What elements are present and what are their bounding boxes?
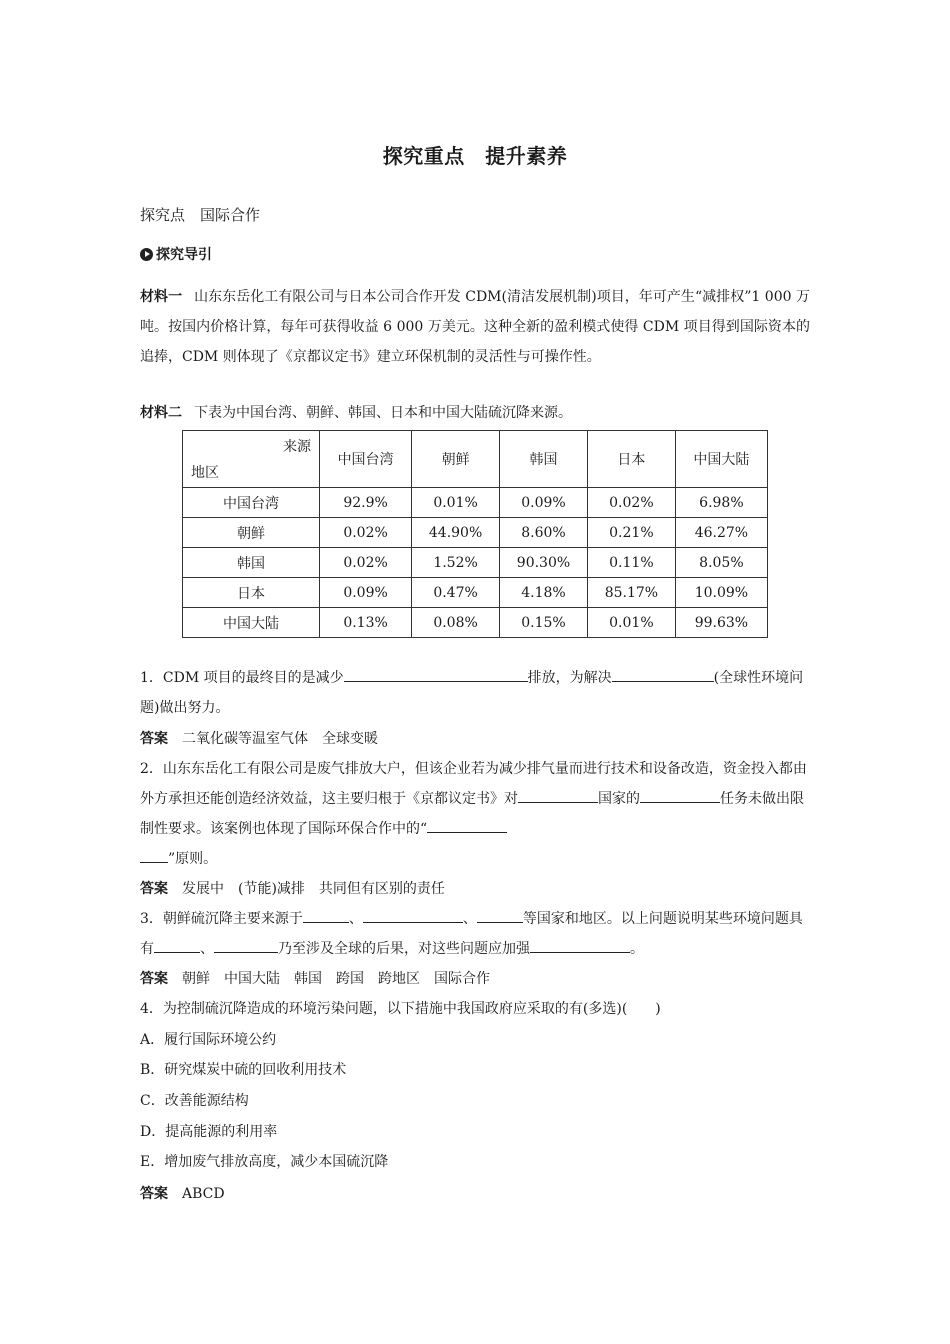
table-cell: 92.9%	[320, 488, 412, 518]
question-3	[140, 904, 812, 964]
answer-blank	[640, 786, 720, 803]
question-3-text-d: 。	[630, 941, 644, 957]
separator: 、	[200, 941, 214, 957]
answer-blank	[344, 665, 528, 682]
question-2	[140, 754, 812, 874]
option-e: E．增加废气排放高度，减少本国硫沉降	[140, 1154, 389, 1170]
table-row	[183, 578, 768, 608]
table-cell: 99.63%	[675, 608, 767, 638]
question-1-text-a: 1．CDM 项目的最终目的是减少	[140, 670, 344, 686]
table-cell: 0.15%	[500, 608, 588, 638]
answer-blank	[477, 906, 523, 923]
question-2-text-a: 2．山东东岳化工有限公司是废气排放大户，但该企业若为减少排气量而进行技术和设备改造，资金投入都由外方承担还能创造经济效益，这主要归根于《京都议定书》对	[140, 761, 807, 807]
question-4-stem: 4．为控制硫沉降造成的环境污染问题，以下措施中我国政府应采取的有(多选)( )	[140, 1001, 661, 1017]
table-row	[183, 548, 768, 578]
answer-label: 答案	[140, 971, 168, 987]
answer-label: 答案	[140, 1186, 168, 1202]
answer-blank	[214, 936, 278, 953]
answer-1	[140, 724, 812, 754]
table-cell: 0.02%	[587, 488, 675, 518]
table-row	[183, 518, 768, 548]
answer-blank	[530, 936, 630, 953]
table-cell: 0.01%	[412, 488, 500, 518]
row-header: 中国大陆	[183, 608, 320, 638]
question-2-text-d: ”原则。	[168, 851, 218, 867]
table-cell: 44.90%	[412, 518, 500, 548]
material-two	[140, 398, 810, 428]
row-header: 中国台湾	[183, 488, 320, 518]
column-header: 中国台湾	[320, 431, 412, 488]
answer-blank	[154, 936, 200, 953]
answer-label: 答案	[140, 731, 168, 747]
table-cell: 4.18%	[500, 578, 588, 608]
separator: 、	[462, 911, 477, 927]
answer-4	[140, 1179, 812, 1209]
column-header: 韩国	[500, 431, 588, 488]
table-cell: 1.52%	[412, 548, 500, 578]
column-header: 中国大陆	[675, 431, 767, 488]
row-header: 朝鲜	[183, 518, 320, 548]
material-two-label: 材料二	[140, 405, 182, 421]
table-cell: 0.02%	[320, 548, 412, 578]
table-cell: 8.60%	[500, 518, 588, 548]
table-cell: 0.02%	[320, 518, 412, 548]
answer-2	[140, 874, 812, 904]
table-cell: 0.47%	[412, 578, 500, 608]
guide-heading	[140, 244, 212, 264]
question-1-text-b: 排放，为解决	[527, 670, 612, 686]
option-d: D．提高能源的利用率	[140, 1124, 278, 1140]
play-circle-icon	[140, 248, 153, 261]
guide-heading-label: 探究导引	[156, 247, 212, 263]
question-2-text-c: 任务未做出限制性要求。该案例也体现了国际环保合作中的“	[140, 791, 804, 837]
corner-region-label: 地区	[191, 465, 219, 481]
answer-3-text: 朝鲜 中国大陆 韩国 跨国 跨地区 国际合作	[182, 971, 490, 987]
material-one-label: 材料一	[140, 289, 183, 305]
answer-3	[140, 964, 812, 994]
material-two-text: 下表为中国台湾、朝鲜、韩国、日本和中国大陆硫沉降来源。	[194, 405, 572, 421]
table-cell: 46.27%	[675, 518, 767, 548]
question-1-text-c: (全球性环境问题)做出努力。	[140, 670, 804, 716]
answer-blank	[612, 665, 714, 682]
answer-label: 答案	[140, 881, 168, 897]
table-cell: 0.08%	[412, 608, 500, 638]
table-row	[183, 488, 768, 518]
table-cell: 0.21%	[587, 518, 675, 548]
answer-blank	[518, 786, 598, 803]
question-3-text-a: 3．朝鲜硫沉降主要来源于	[140, 911, 303, 927]
row-header: 日本	[183, 578, 320, 608]
table-cell: 0.11%	[587, 548, 675, 578]
option-c: C．改善能源结构	[140, 1093, 249, 1109]
page-title: 探究重点 提升素养	[382, 144, 568, 168]
option-b: B．研究煤炭中硫的回收利用技术	[140, 1062, 347, 1078]
section-heading: 探究点 国际合作	[140, 206, 261, 224]
table-cell: 0.09%	[320, 578, 412, 608]
answer-2-text: 发展中 (节能)减排 共同但有区别的责任	[182, 881, 445, 897]
material-one-text: 山东东岳化工有限公司与日本公司合作开发 CDM(清洁发展机制)项目，年可产生“减排权”1 000 万吨。按国内价格计算，每年可获得收益 6 000 万美元。这种全新的盈利模式使得 CDM 项目得到国际资本的追捧，CDM 则体现了《京都议定书》建立环保机制的灵活性与可操作性。	[140, 289, 810, 365]
answer-1-text: 二氧化碳等温室气体 全球变暖	[182, 731, 378, 747]
answer-blank	[140, 846, 168, 863]
table-cell: 10.09%	[675, 578, 767, 608]
table-row	[183, 608, 768, 638]
row-header: 韩国	[183, 548, 320, 578]
table-cell: 0.09%	[500, 488, 588, 518]
sulfur-deposition-table	[182, 430, 768, 638]
separator: 、	[348, 911, 363, 927]
table-cell: 0.01%	[587, 608, 675, 638]
column-header: 朝鲜	[412, 431, 500, 488]
table-header-row	[183, 431, 768, 488]
option-a: A．履行国际环境公约	[140, 1032, 277, 1048]
answer-4-text: ABCD	[182, 1186, 225, 1202]
table-cell: 85.17%	[587, 578, 675, 608]
question-1	[140, 663, 812, 723]
answer-blank	[427, 816, 507, 833]
question-3-text-c: 乃至涉及全球的后果，对这些问题应加强	[278, 941, 530, 957]
table-cell: 0.13%	[320, 608, 412, 638]
question-3-text-b: 等国家和地区。以上问题说明某些环境问题具有	[140, 911, 803, 957]
material-one	[140, 282, 810, 372]
table-corner-cell	[183, 431, 320, 488]
corner-source-label: 来源	[283, 439, 311, 455]
question-2-text-b: 国家的	[598, 791, 640, 807]
table-cell: 6.98%	[675, 488, 767, 518]
table-cell: 90.30%	[500, 548, 588, 578]
column-header: 日本	[587, 431, 675, 488]
answer-blank	[363, 906, 463, 923]
answer-blank	[303, 906, 349, 923]
table-cell: 8.05%	[675, 548, 767, 578]
